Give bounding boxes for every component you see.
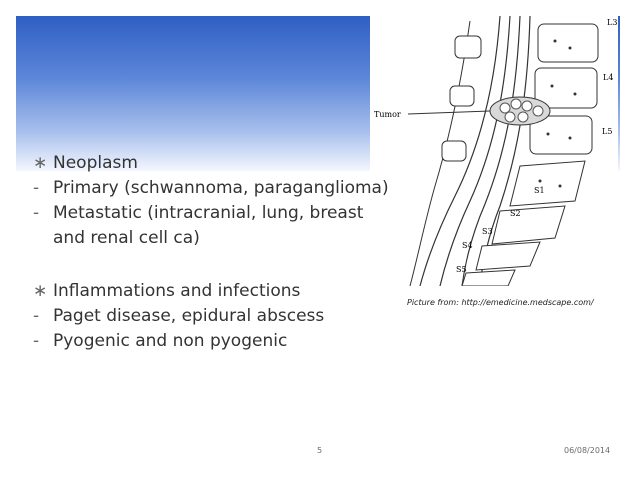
label-l5: L5 xyxy=(602,127,613,136)
bullet-continuation xyxy=(33,226,403,251)
dash-bullet-icon: - xyxy=(33,203,40,223)
bullet-sub xyxy=(33,329,403,354)
bullet-sub xyxy=(33,201,403,226)
bullet-text: Metastatic (intracranial, lung, breast xyxy=(53,203,364,223)
label-s2: S2 xyxy=(510,209,521,218)
label-l4: L4 xyxy=(603,73,614,82)
asterisk-bullet-icon: ∗ xyxy=(33,281,48,301)
slide-date: 06/08/2014 xyxy=(564,446,611,455)
bullet-text: Inflammations and infections xyxy=(53,281,301,301)
bullet-text: Primary (schwannoma, paraganglioma) xyxy=(53,178,389,198)
label-tumor: Tumor xyxy=(374,110,401,119)
label-l3: L3 xyxy=(607,18,618,27)
bullet-list xyxy=(33,151,403,354)
label-s5: S5 xyxy=(456,265,467,274)
bullet-text: Paget disease, epidural abscess xyxy=(53,306,325,326)
bullet-text: Neoplasm xyxy=(53,153,138,173)
bullet-sub xyxy=(33,176,403,201)
label-s4: S4 xyxy=(462,241,473,250)
page-number: 5 xyxy=(317,446,323,455)
spine-illustration xyxy=(370,16,618,286)
label-s1: S1 xyxy=(534,186,545,195)
bullet-text: Pyogenic and non pyogenic xyxy=(53,331,288,351)
dash-bullet-icon: - xyxy=(33,306,40,326)
bullet-gap xyxy=(33,251,403,279)
bullet-text: and renal cell ca) xyxy=(53,228,200,248)
label-s3: S3 xyxy=(482,227,493,236)
spine-diagram xyxy=(370,16,618,286)
dash-bullet-icon: - xyxy=(33,178,40,198)
asterisk-bullet-icon: ∗ xyxy=(33,153,48,173)
bullet-main xyxy=(33,279,403,304)
bullet-sub xyxy=(33,304,403,329)
bullet-main xyxy=(33,151,403,176)
figure-caption: Picture from: http://emedicine.medscape.com/ xyxy=(407,298,594,307)
dash-bullet-icon: - xyxy=(33,331,40,351)
